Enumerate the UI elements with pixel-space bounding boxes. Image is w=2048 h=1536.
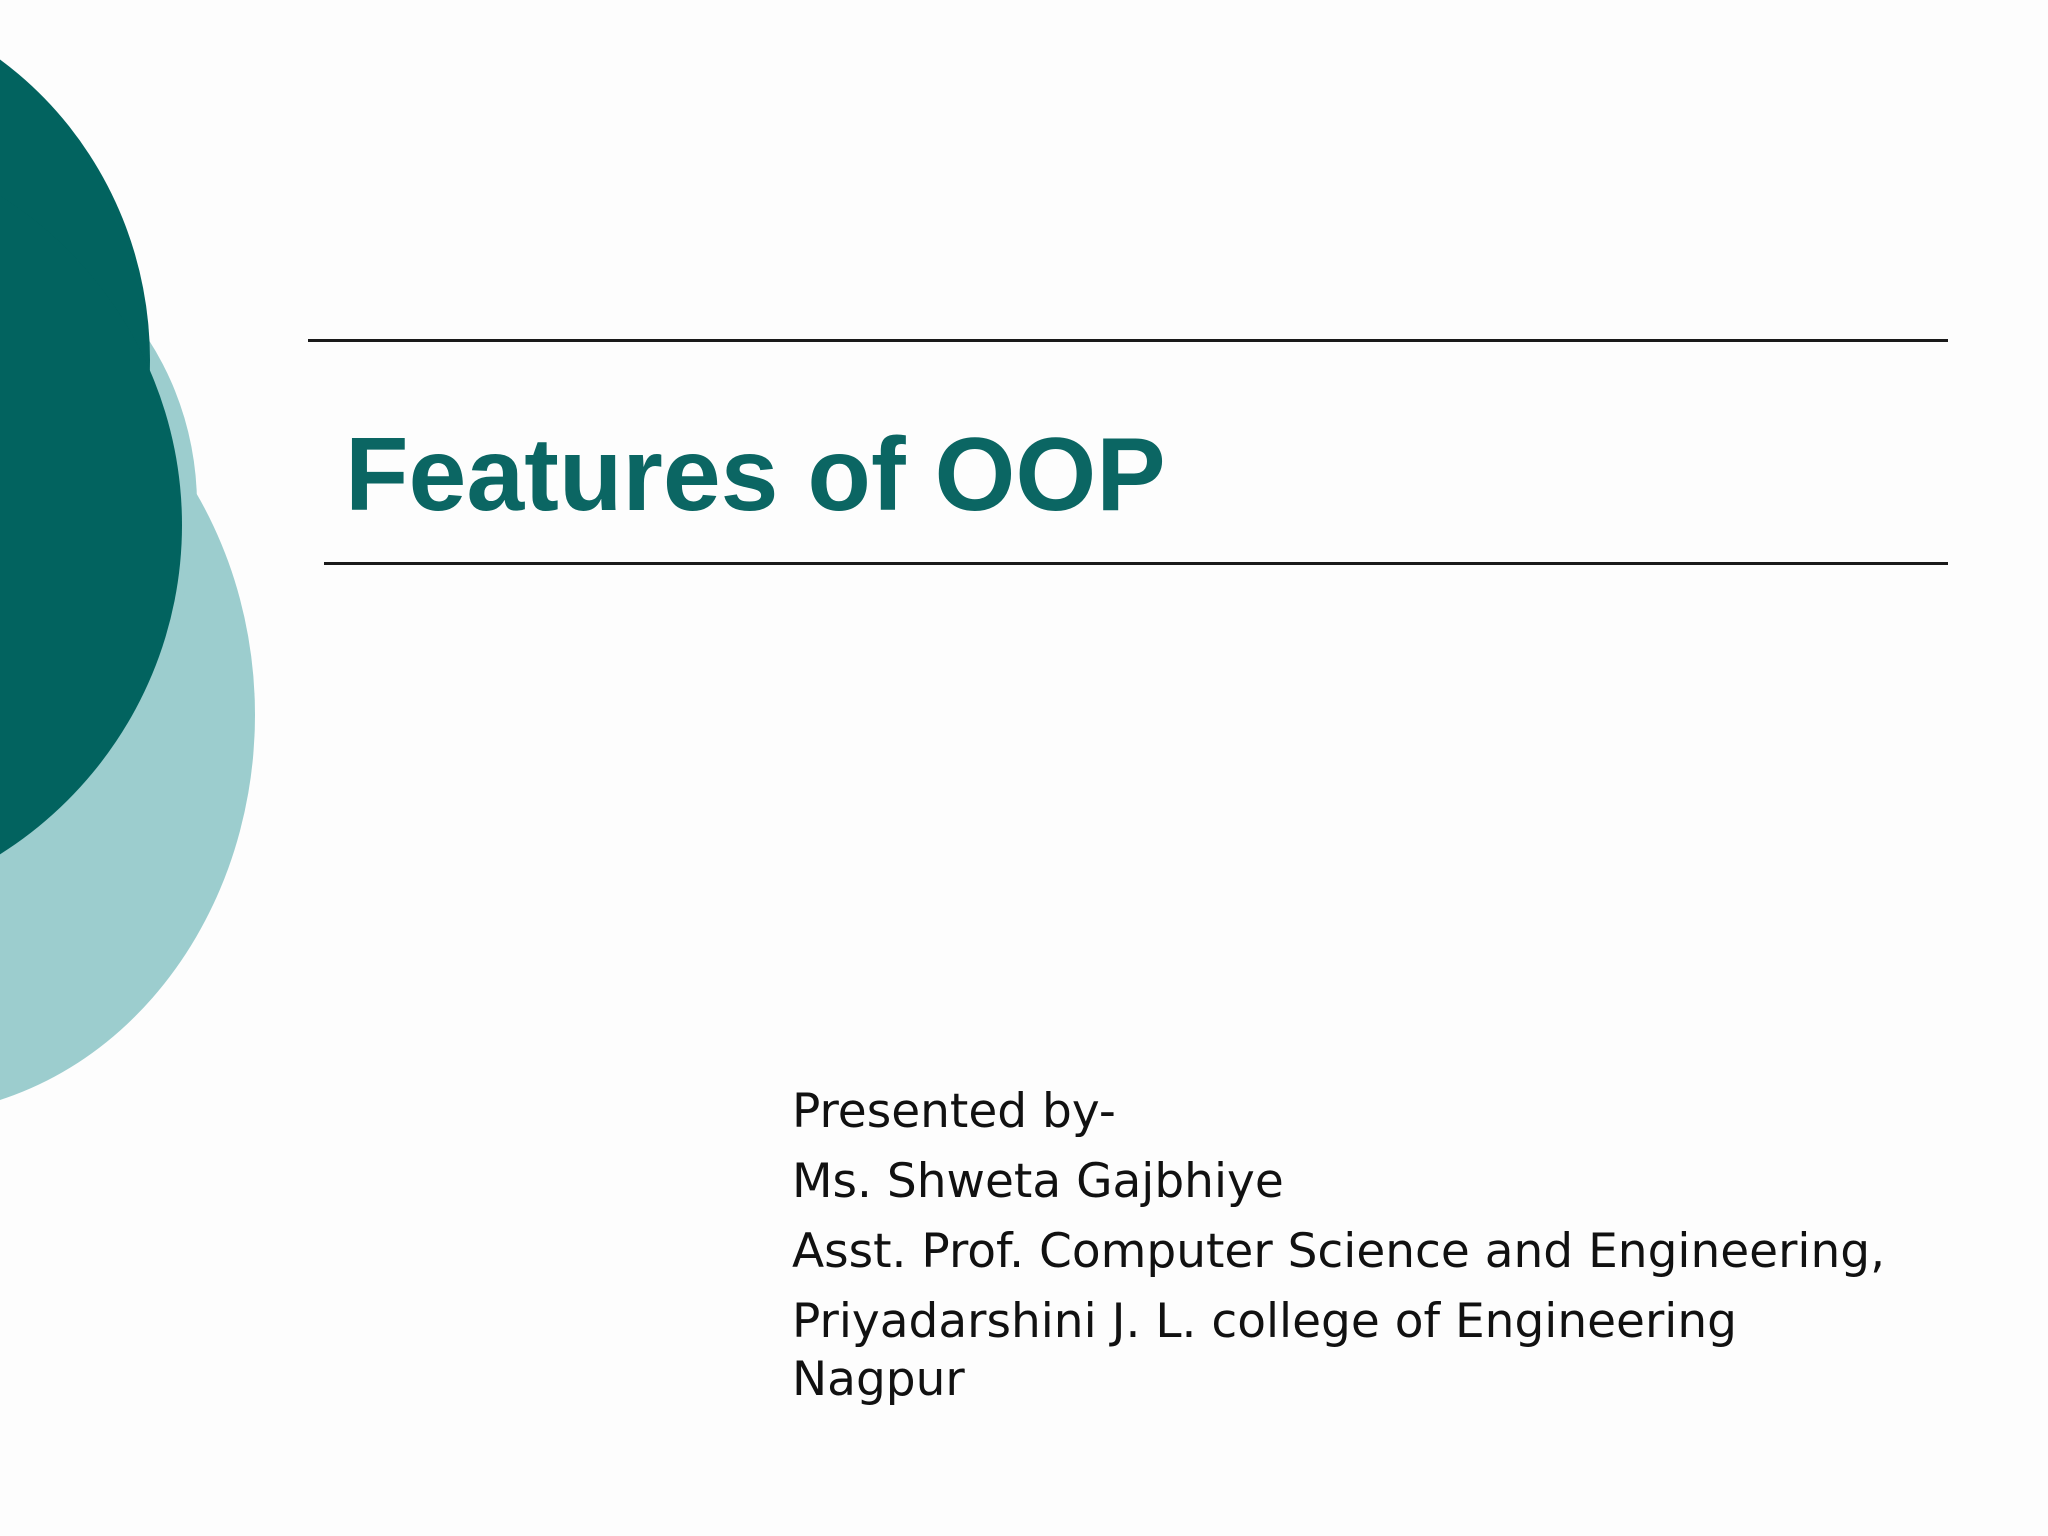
title-bottom-rule (324, 562, 1948, 565)
presenter-institution: Priyadarshini J. L. college of Engineering (792, 1294, 1737, 1349)
presenter-name: Ms. Shweta Gajbhiye (792, 1154, 1284, 1209)
presented-by-label: Presented by- (792, 1084, 1116, 1139)
title-top-rule (308, 339, 1948, 342)
presenter-city: Nagpur (792, 1352, 965, 1407)
presenter-block (792, 1083, 1992, 1409)
slide-title: Features of OOP (345, 417, 1166, 533)
presenter-designation: Asst. Prof. Computer Science and Engineering, (792, 1224, 1886, 1279)
